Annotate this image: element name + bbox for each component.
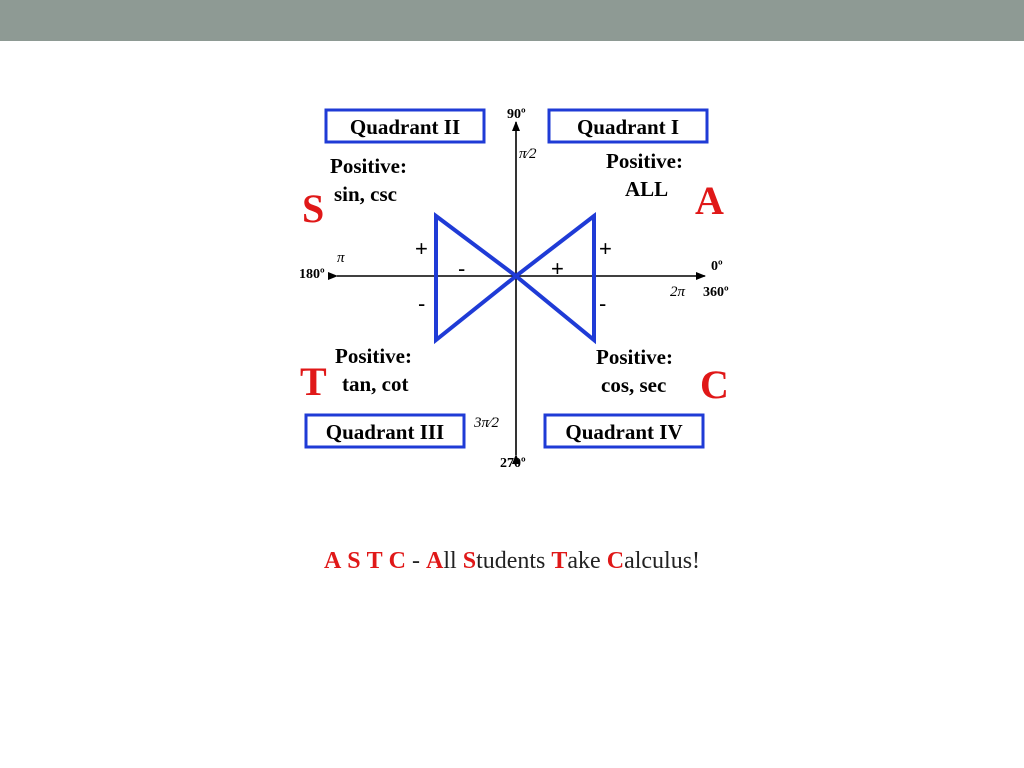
caption-calculus-rest: alculus!: [624, 548, 701, 574]
angle-270-label: 270º: [500, 456, 526, 471]
sign-right-bottom: -: [599, 291, 607, 316]
caption-all-initial: A: [426, 548, 444, 574]
angle-pi-half-label: π⁄2: [519, 146, 537, 162]
caption-students-initial: S: [462, 548, 477, 574]
q3-positive-funcs: tan, cot: [342, 372, 409, 396]
q4-positive-heading: Positive:: [596, 345, 673, 369]
caption-letter-s: S: [347, 548, 361, 574]
bowtie-left: [436, 216, 516, 340]
angle-3pi-half-label: 3π⁄2: [474, 415, 500, 431]
astc-caption: [0, 548, 1024, 575]
letter-a: A: [695, 178, 724, 223]
caption-students-rest: tudents: [476, 548, 546, 574]
letter-s: S: [302, 186, 325, 231]
angle-360-label: 360º: [703, 285, 729, 300]
letter-t: T: [300, 359, 327, 404]
q3-positive-heading: Positive:: [335, 344, 412, 368]
q1-positive-heading: Positive:: [606, 149, 683, 173]
angle-0-label: 0º: [711, 259, 723, 274]
sign-left-bottom: -: [418, 291, 426, 316]
caption-letter-c: C: [388, 548, 407, 574]
angle-180-label: 180º: [299, 267, 325, 282]
quadrant-ii-label: Quadrant II: [349, 115, 461, 139]
q2-positive-funcs: sin, csc: [334, 182, 397, 206]
caption-letter-t: T: [366, 548, 383, 574]
angle-90-label: 90º: [507, 107, 526, 122]
quadrant-iv-label: Quadrant IV: [565, 420, 683, 444]
angle-2pi-label: 2π: [670, 284, 686, 300]
caption-letter-a: A: [323, 548, 342, 574]
quadrant-i-label: Quadrant I: [576, 115, 680, 139]
q4-positive-funcs: cos, sec: [601, 373, 667, 397]
q2-positive-heading: Positive:: [330, 154, 407, 178]
caption-take-initial: T: [551, 548, 568, 574]
sign-right-inner: +: [551, 256, 564, 281]
caption-dash: -: [406, 548, 427, 574]
sign-left-inner: -: [458, 256, 466, 281]
letter-c: C: [700, 362, 729, 407]
caption-all-rest: ll: [443, 548, 457, 574]
q1-positive-funcs: ALL: [625, 177, 669, 201]
caption-take-rest: ake: [567, 548, 601, 574]
caption-calculus-initial: C: [606, 548, 625, 574]
angle-pi-label: π: [337, 250, 345, 266]
sign-left-top: +: [415, 236, 428, 261]
quadrant-iii-label: Quadrant III: [325, 420, 445, 444]
sign-right-top: +: [599, 236, 612, 261]
